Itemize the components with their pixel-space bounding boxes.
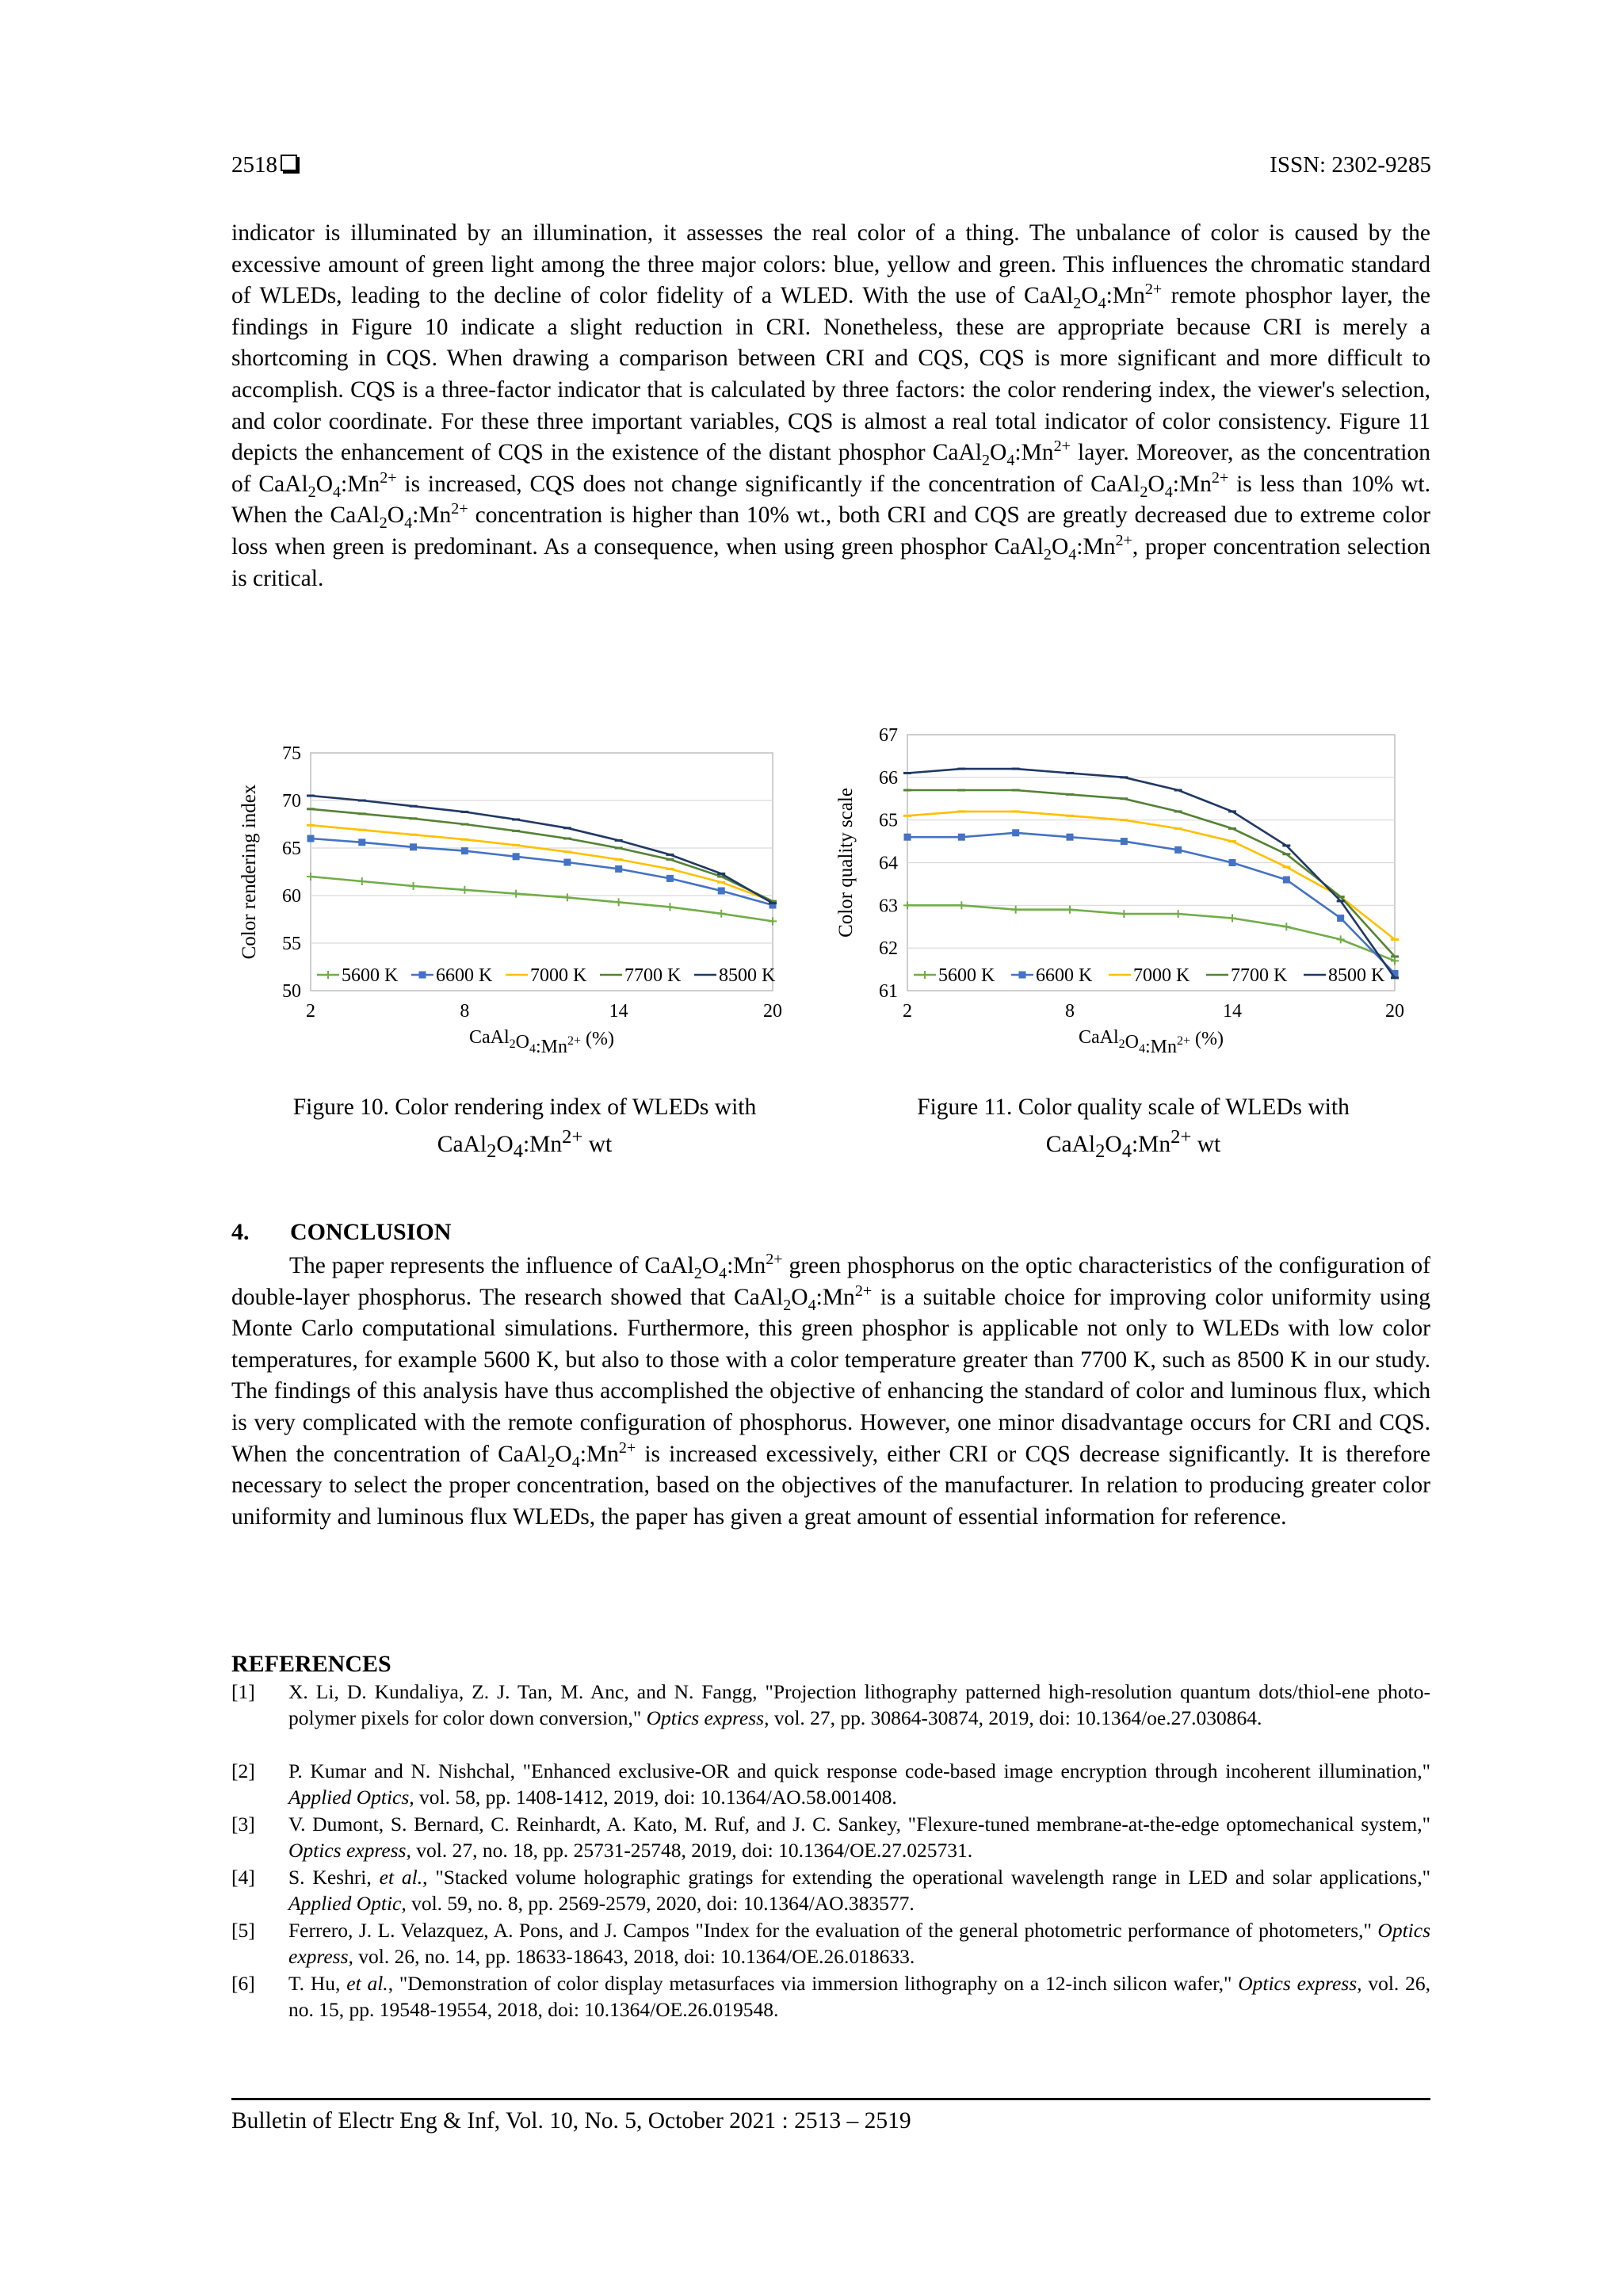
data-point bbox=[904, 834, 911, 841]
section-heading-conclusion: 4. CONCLUSION bbox=[231, 1219, 452, 1245]
conclusion-paragraph: The paper represents the influence of $CaAl_2O_4:Mn^{2+}$ green phosphorus on the optic characteristics of the configuration of double-layer phosphorus. The research showed that $CaAl_2O_4:Mn^{2+}$ is a suitable choice for improving color uniformity using Monte Carlo computational simulations. Furthermore, this green phosphor is applicable not only to WLEDs with low color temperatures, for example 5600 K, but also to those with a color temperature greater than 7700 K, such as 8500 K in our study. The findings of this analysis have thus accomplished the objective of enhancing the standard of color and luminous flux, which is very complicated with the remote configuration of phosphorus. However, one minor disadvantage occurs for CRI and CQS. When the concentration of $CaAl_2O_4:Mn^{2+}$ is increased excessively, either CRI or CQS decrease significantly. It is therefore necessary to select the proper concentration, based on the objectives of the manufacturer. In relation to producing greater color uniformity and luminous flux WLEDs, the paper has given a great amount of essential information for reference. bbox=[231, 1251, 1431, 1530]
chem-formula: $CaAl_2O_4:Mn^{2+}$ bbox=[1090, 468, 1229, 501]
x-tick-label: 20 bbox=[1385, 1001, 1404, 1022]
legend-label: 8500 K bbox=[1328, 965, 1385, 986]
chem-formula: $CaAl_2O_4:Mn^{2+}$ bbox=[994, 532, 1132, 563]
reference-item: [5] Ferrero, J. L. Velazquez, A. Pons, and J. Campos "Index for the evaluation of the general photometric performance of photometers," Optics express, vol. 26, no. 14, pp. 18633-18643, 2018, doi: 10.1364/OE.26.018633. bbox=[231, 1919, 1430, 1968]
figure-10-caption: Figure 10. Color rendering index of WLEDs with $CaAl_2O_4:Mn^{2+}$ wt bbox=[292, 1095, 757, 1162]
page-number: 2518 bbox=[231, 152, 297, 178]
footer-rule bbox=[231, 2098, 1430, 2100]
chem-formula: $CaAl_2O_4:Mn^{2+}$ bbox=[1045, 1126, 1192, 1162]
legend-label: 7000 K bbox=[1133, 965, 1190, 986]
reference-item: [2] P. Kumar and N. Nishchal, "Enhanced exclusive-OR and quick response code-based image encryption through incoherent illumination," Applied Optics, vol. 58, pp. 1408-1412, 2019, doi: 10.1364/AO.58.001408. bbox=[231, 1759, 1430, 1809]
chem-formula: $CaAl_2O_4:Mn^{2+}$ bbox=[437, 1126, 583, 1162]
reference-item: [4] S. Keshri, et al., "Stacked volume holographic gratings for extending the operational wavelength range in LED and solar applications," Applied Optic, vol. 59, no. 8, pp. 2569-2579, 2020, doi: 10.1364/AO.383577. bbox=[231, 1866, 1430, 1915]
x-tick-label: 8 bbox=[1065, 1001, 1075, 1022]
y-axis-label: Color rendering index bbox=[239, 784, 260, 960]
legend-label: 8500 K bbox=[719, 965, 776, 986]
chem-formula: $CaAl_2O_4:Mn^{2+}$ bbox=[644, 1251, 783, 1282]
y-tick-label: 62 bbox=[879, 938, 898, 960]
x-tick-label: 2 bbox=[306, 1001, 315, 1022]
data-point bbox=[1067, 834, 1074, 841]
body-paragraph: indicator is illuminated by an illumination, it assesses the real color of a thing. The unbalance of color is caused by the excessive amount of green light among the three major colors: blue, yellow and green. This influences the chromatic standard of WLEDs, leading to the decline of color fidelity of a WLED. With the use of $CaAl_2O_4:Mn^{2+}$ remote phosphor layer, the findings in Figure 10 indicate a slight reduction in CRI. Nonetheless, these are appropriate because CRI is merely a shortcoming in CQS. When drawing a comparison between CRI and CQS, CQS is more significant and more difficult to accomplish. CQS is a three-factor indicator that is calculated by three factors: the color rendering index, the viewer's selection, and color coordinate. For these three important variables, CQS is almost a real total indicator of color consistency. Figure 11 depicts the enhancement of CQS in the existence of the distant phosphor $CaAl_2O_4:Mn^{2+}$ layer. Moreover, as the concentration of $CaAl_2O_4:Mn^{2+}$ is increased, CQS does not change significantly if the concentration of $CaAl_2O_4:Mn^{2+}$ is less than 10% wt. When the $CaAl_2O_4:Mn^{2+}$ concentration is higher than 10% wt., both CRI and CQS are greatly decreased due to extreme color loss when green is predominant. As a consequence, when using green phosphor $CaAl_2O_4:Mn^{2+}$, proper concentration selection is critical. bbox=[231, 220, 1430, 591]
x-tick-label: 2 bbox=[903, 1001, 912, 1022]
chem-formula: $CaAl_2O_4:Mn^{2+}$ bbox=[932, 437, 1071, 470]
data-point bbox=[563, 859, 571, 866]
y-tick-label: 67 bbox=[879, 725, 898, 746]
y-tick-label: 65 bbox=[879, 810, 898, 831]
x-tick-label: 14 bbox=[1223, 1001, 1242, 1022]
reference-item: [6] T. Hu, et al., "Demonstration of color display metasurfaces via immersion lithography on a 12-inch silicon wafer," Optics express, vol. 26, no. 15, pp. 19548-19554, 2018, doi: 10.1364/OE.26.019548. bbox=[231, 1972, 1430, 2021]
y-tick-label: 75 bbox=[282, 743, 301, 764]
reference-item: [3] V. Dumont, S. Bernard, C. Reinhardt, A. Kato, M. Ruf, and J. C. Sankey, "Flexure-tuned membrane-at-the-edge optomechanical system," Optics express, vol. 27, no. 18, pp. 25731-25748, 2019, doi: 10.1364/OE.27.025731. bbox=[231, 1813, 1430, 1862]
data-point bbox=[307, 835, 315, 842]
figure-11-caption: Figure 11. Color quality scale of WLEDs with $CaAl_2O_4:Mn^{2+}$ wt bbox=[917, 1095, 1350, 1162]
data-point bbox=[1174, 846, 1182, 854]
page-box-icon bbox=[281, 155, 297, 171]
data-point bbox=[666, 875, 674, 882]
legend-label: 6600 K bbox=[1036, 965, 1093, 986]
legend-label: 7700 K bbox=[624, 965, 682, 986]
y-tick-label: 64 bbox=[879, 853, 898, 874]
y-tick-label: 65 bbox=[282, 839, 301, 859]
y-tick-label: 61 bbox=[879, 981, 898, 1002]
legend-label: 5600 K bbox=[938, 965, 995, 986]
y-tick-label: 50 bbox=[282, 981, 301, 1002]
y-tick-label: 63 bbox=[879, 896, 898, 917]
data-point bbox=[1229, 859, 1236, 866]
data-point bbox=[1012, 829, 1019, 836]
issn: ISSN: 2302-9285 bbox=[1270, 152, 1431, 178]
data-point bbox=[410, 843, 417, 850]
legend-label: 5600 K bbox=[342, 965, 399, 986]
y-axis-label: Color quality scale bbox=[835, 788, 857, 938]
legend-label: 7000 K bbox=[530, 965, 587, 986]
y-tick-label: 66 bbox=[879, 767, 898, 789]
reference-item: [1] X. Li, D. Kundaliya, Z. J. Tan, M. Anc, and N. Fangg, "Projection lithography patterned high-resolution quantum dots/thiol-ene photo-polymer pixels for color down conversion," Optics express, vol. 27, pp. 30864-30874, 2019, doi: 10.1364/oe.27.030864. bbox=[231, 1680, 1430, 1729]
y-tick-label: 60 bbox=[282, 886, 301, 907]
legend-label: 6600 K bbox=[436, 965, 493, 986]
data-point bbox=[461, 847, 468, 854]
data-point bbox=[513, 853, 520, 860]
x-axis-label: $CaAl_2O_4:Mn^{2+}$ (%) bbox=[468, 1027, 615, 1057]
figure-11-chart bbox=[828, 717, 1415, 1058]
x-tick-label: 14 bbox=[609, 1001, 628, 1022]
x-tick-label: 8 bbox=[460, 1001, 470, 1022]
chem-formula: $CaAl_2O_4:Mn^{2+}$ bbox=[258, 468, 397, 501]
data-point bbox=[958, 834, 965, 841]
y-tick-label: 70 bbox=[282, 791, 301, 812]
data-point bbox=[1337, 915, 1344, 922]
chem-formula: $CaAl_2O_4:Mn^{2+}$ bbox=[733, 1282, 873, 1314]
x-tick-label: 20 bbox=[763, 1001, 782, 1022]
data-point bbox=[1283, 877, 1290, 884]
plot-area bbox=[311, 753, 773, 991]
data-point bbox=[615, 865, 622, 873]
chem-formula: $CaAl_2O_4:Mn^{2+}$ bbox=[1024, 281, 1163, 313]
y-tick-label: 55 bbox=[282, 934, 301, 954]
chem-formula: $CaAl_2O_4:Mn^{2+}$ bbox=[330, 500, 468, 533]
data-point bbox=[1121, 838, 1128, 845]
x-axis-label: $CaAl_2O_4:Mn^{2+}$ (%) bbox=[1078, 1027, 1224, 1057]
legend-label: 7700 K bbox=[1231, 965, 1288, 986]
section-heading-references: REFERENCES bbox=[231, 1651, 391, 1677]
footer-citation: Bulletin of Electr Eng & Inf, Vol. 10, No. 5, October 2021 : 2513 – 2519 bbox=[231, 2108, 911, 2134]
figure-10-chart bbox=[231, 717, 802, 1058]
data-point bbox=[718, 888, 725, 895]
data-point bbox=[358, 839, 365, 846]
chem-formula: $CaAl_2O_4:Mn^{2+}$ bbox=[498, 1438, 636, 1471]
